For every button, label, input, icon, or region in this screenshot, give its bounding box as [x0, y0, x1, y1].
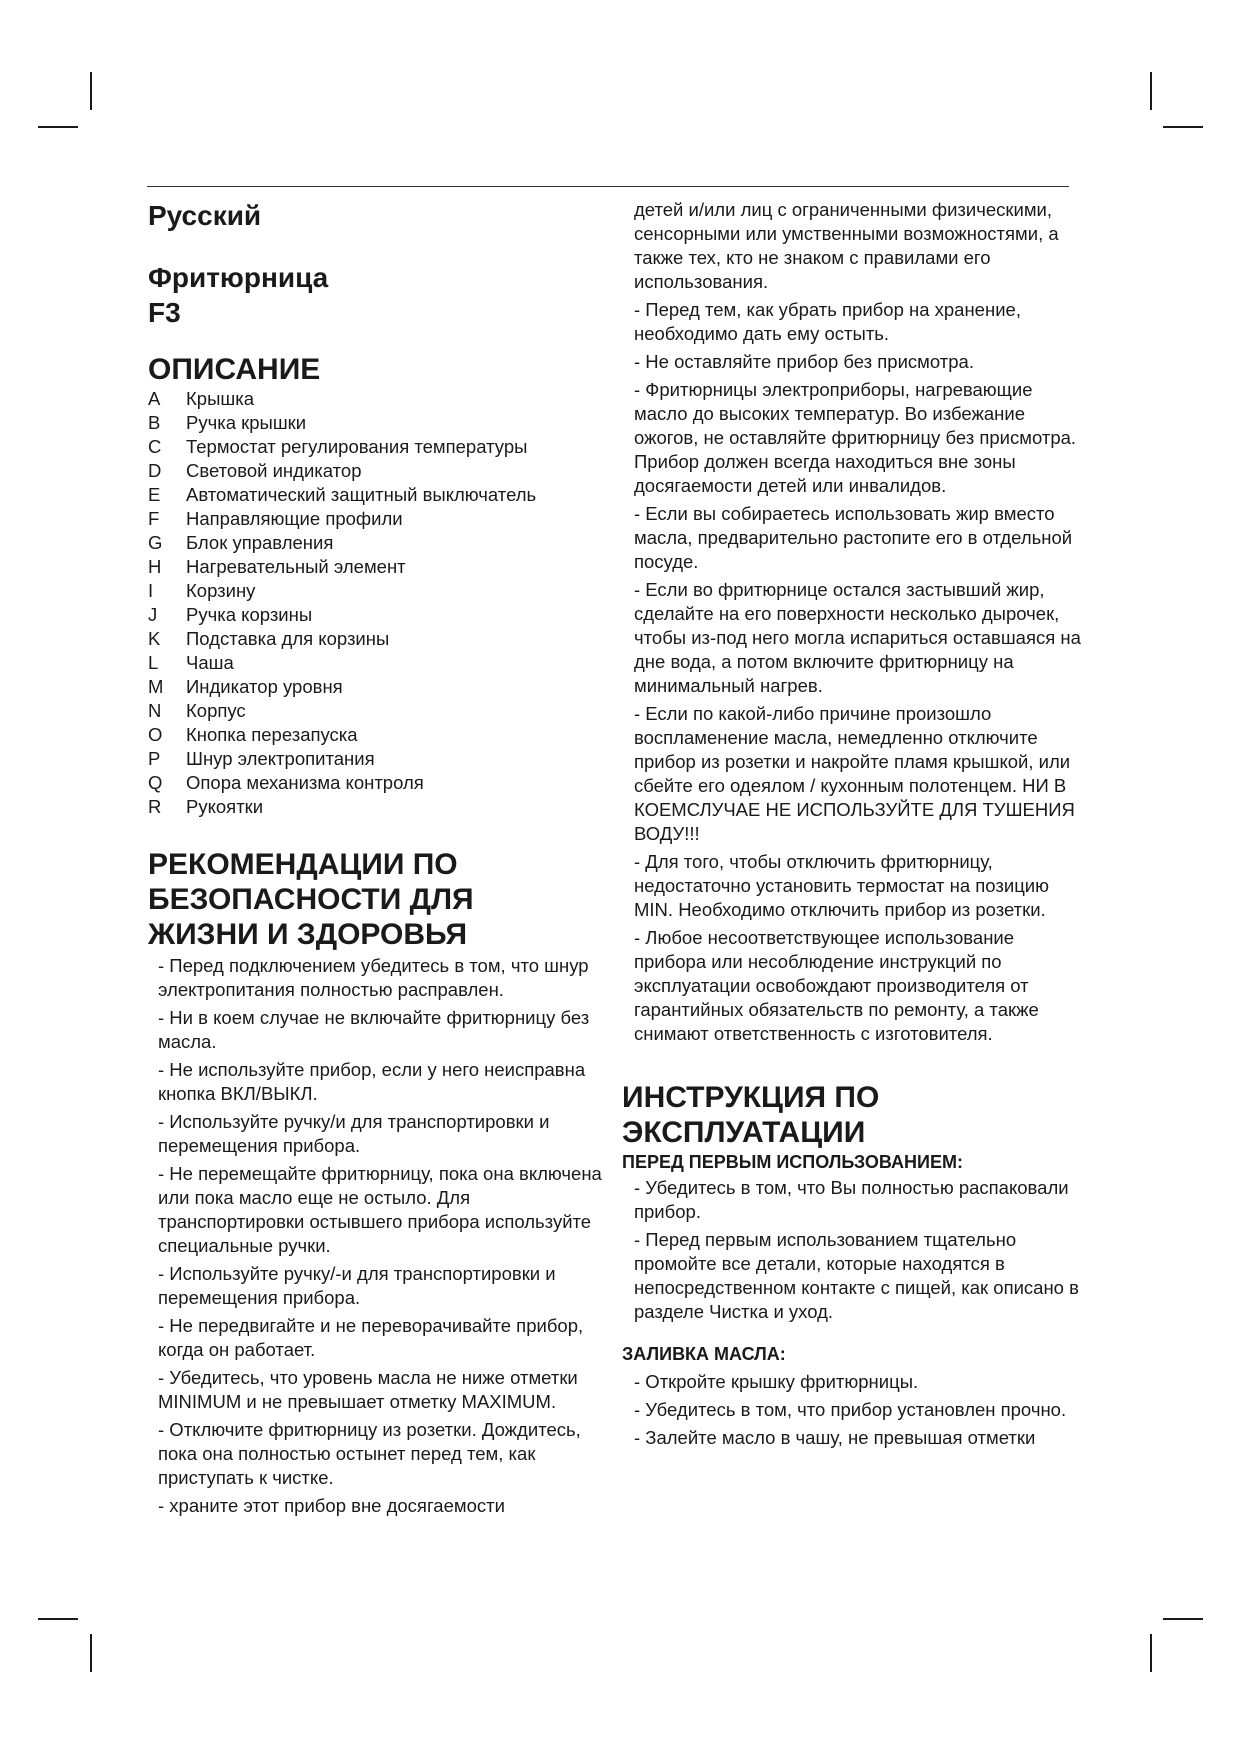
part-letter: O [148, 724, 163, 745]
list-item: - Ни в коем случае не включайте фритюрницу без масла. [158, 1007, 590, 1052]
list-item: - Отключите фритюрницу из розетки. Дождитесь, пока она полностью остынет перед тем, как приступать к чистке. [158, 1419, 581, 1488]
part-letter: J [148, 604, 158, 625]
instructions-heading-line: ИНСТРУКЦИЯ ПО [622, 1081, 880, 1114]
crop-mark-bottom-left-v [90, 1634, 92, 1672]
crop-mark-bottom-right-h [1163, 1618, 1203, 1620]
list-item: - Перед первым использованием тщательно промойте все детали, которые находятся в непосредственном контакте с пищей, как описано в разделе Чистка и уход. [634, 1229, 1079, 1322]
part-item [148, 795, 618, 819]
safety-heading-line: ЖИЗНИ И ЗДОРОВЬЯ [148, 918, 468, 951]
part-item [148, 483, 618, 507]
part-label: Чаша [186, 652, 234, 673]
part-item [148, 651, 618, 675]
part-label: Световой индикатор [186, 460, 362, 481]
part-item [148, 411, 618, 435]
part-item [148, 747, 618, 771]
list-item: - Убедитесь в том, что Вы полностью распаковали прибор. [634, 1177, 1069, 1222]
list-item: - Залейте масло в чашу, не превышая отметки [634, 1427, 1036, 1448]
list-item: - Убедитесь в том, что прибор установлен прочно. [634, 1399, 1067, 1420]
oil-filling-heading: ЗАЛИВКА МАСЛА: [622, 1344, 786, 1364]
list-item: - Используйте ручку/-и для транспортировки и перемещения прибора. [158, 1263, 556, 1308]
safety-heading [148, 847, 618, 952]
list-item: - Фритюрницы электроприборы, нагревающие масло до высоких температур. Во избежание ожогов, не оставляйте фритюрницу без присмотра. Прибор должен всегда находиться вне зоны досягаемости детей или инвалидов. [634, 379, 1077, 496]
part-letter: B [148, 412, 161, 433]
part-letter: Q [148, 772, 163, 793]
crop-mark-bottom-right-v [1150, 1634, 1152, 1672]
part-letter: K [148, 628, 161, 649]
part-item [148, 627, 618, 651]
description-heading: ОПИСАНИЕ [148, 353, 321, 386]
list-item: детей и/или лиц с ограниченными физическими, сенсорными или умственными возможностями, а также тех, кто не знаком с правилами его использования. [634, 199, 1059, 292]
list-item: - Откройте крышку фритюрницы. [634, 1371, 919, 1392]
part-label: Кнопка перезапуска [186, 724, 358, 745]
safety-items-left [148, 954, 618, 1518]
part-label: Направляющие профили [186, 508, 403, 529]
part-letter: E [148, 484, 161, 505]
list-item: - Не оставляйте прибор без присмотра. [634, 351, 974, 372]
part-label: Крышка [186, 388, 254, 409]
right-column [622, 198, 1082, 1454]
crop-mark-top-right-v [1150, 72, 1152, 110]
part-letter: N [148, 700, 162, 721]
part-label: Нагревательный элемент [186, 556, 406, 577]
part-item [148, 387, 618, 411]
language-title: Русский [148, 200, 262, 231]
part-item [148, 555, 618, 579]
part-label: Корпус [186, 700, 246, 721]
product-title [148, 260, 618, 330]
list-item: - Если по какой-либо причине произошло воспламенение масла, немедленно отключите прибор из розетки и накройте пламя крышкой, или сбейте его одеялом / кухонным полотенцем. НИ В КОЕМСЛУЧАЕ НЕ ИСПОЛЬЗУЙТЕ ДЛЯ ТУШЕНИЯ ВОДУ!!! [634, 703, 1075, 844]
part-letter: P [148, 748, 161, 769]
left-column [148, 198, 618, 1522]
part-label: Термостат регулирования температуры [186, 436, 528, 457]
list-item: - Перед тем, как убрать прибор на хранение, необходимо дать ему остыть. [634, 299, 1021, 344]
part-letter: L [148, 652, 159, 673]
part-label: Индикатор уровня [186, 676, 343, 697]
part-letter: R [148, 796, 162, 817]
part-item [148, 507, 618, 531]
part-letter: C [148, 436, 162, 457]
list-item: - Используйте ручку/и для транспортировки и перемещения прибора. [158, 1111, 550, 1156]
list-item: - Если во фритюрнице остался застывший жир, сделайте на его поверхности несколько дырочек, чтобы из-под него могла испариться оставшаяся на дне вода, а потом включите фритюрницу на минимальный нагрев. [634, 579, 1081, 696]
part-letter: G [148, 532, 163, 553]
part-label: Ручка крышки [186, 412, 307, 433]
parts-list [148, 387, 618, 819]
list-item: - Любое несоответствующее использование прибора или несоблюдение инструкций по эксплуатации освобождают производителя от гарантийных обязательств по ремонту, а также снимают ответственность с изготовителя. [634, 927, 1039, 1044]
crop-mark-bottom-left-h [38, 1618, 78, 1620]
part-letter: M [148, 676, 164, 697]
list-item: - Убедитесь, что уровень масла не ниже отметки MINIMUM и не превышает отметку MAXIMUM. [158, 1367, 578, 1412]
product-model: F3 [148, 297, 181, 328]
part-item [148, 723, 618, 747]
instructions-heading-line: ЭКСПЛУАТАЦИИ [622, 1116, 866, 1149]
part-item [148, 699, 618, 723]
part-letter: A [148, 388, 161, 409]
part-item [148, 435, 618, 459]
safety-items-right [622, 198, 1082, 1046]
list-item: - Перед подключением убедитесь в том, что шнур электропитания полностью расправлен. [158, 955, 589, 1000]
list-item: - Если вы собираетесь использовать жир вместо масла, предварительно растопите его в отдельной посуде. [634, 503, 1073, 572]
list-item: - Для того, чтобы отключить фритюрницу, недостаточно установить термостат на позицию MIN. Необходимо отключить прибор из розетки. [634, 851, 1050, 920]
crop-mark-top-right-h [1163, 126, 1203, 128]
before-first-use-items [622, 1176, 1082, 1324]
top-rule [147, 186, 1069, 187]
crop-mark-top-left-h [38, 126, 78, 128]
part-label: Ручка корзины [186, 604, 313, 625]
part-item [148, 675, 618, 699]
product-name: Фритюрница [148, 262, 329, 293]
part-item [148, 531, 618, 555]
part-item [148, 603, 618, 627]
safety-heading-line: РЕКОМЕНДАЦИИ ПО [148, 848, 458, 881]
list-item: - храните этот прибор вне досягаемости [158, 1495, 505, 1516]
safety-heading-line: БЕЗОПАСНОСТИ ДЛЯ [148, 883, 474, 916]
part-item [148, 459, 618, 483]
list-item: - Не используйте прибор, если у него неисправна кнопка ВКЛ/ВЫКЛ. [158, 1059, 586, 1104]
oil-filling-items [622, 1370, 1082, 1450]
part-letter: I [148, 580, 154, 601]
part-letter: H [148, 556, 162, 577]
part-label: Автоматический защитный выключатель [186, 484, 537, 505]
part-item [148, 771, 618, 795]
part-label: Шнур электропитания [186, 748, 375, 769]
part-item [148, 579, 618, 603]
instructions-heading [622, 1080, 1082, 1150]
crop-mark-top-left-v [90, 72, 92, 110]
list-item: - Не перемещайте фритюрницу, пока она включена или пока масло еще не остыло. Для транспортировки остывшего прибора используйте специальные ручки. [158, 1163, 602, 1256]
part-label: Блок управления [186, 532, 334, 553]
before-first-use-heading: ПЕРЕД ПЕРВЫМ ИСПОЛЬЗОВАНИЕМ: [622, 1152, 963, 1172]
part-label: Подставка для корзины [186, 628, 390, 649]
part-letter: D [148, 460, 162, 481]
part-label: Опора механизма контроля [186, 772, 424, 793]
part-label: Корзину [186, 580, 256, 601]
part-letter: F [148, 508, 160, 529]
part-label: Рукоятки [186, 796, 264, 817]
list-item: - Не передвигайте и не переворачивайте прибор, когда он работает. [158, 1315, 584, 1360]
